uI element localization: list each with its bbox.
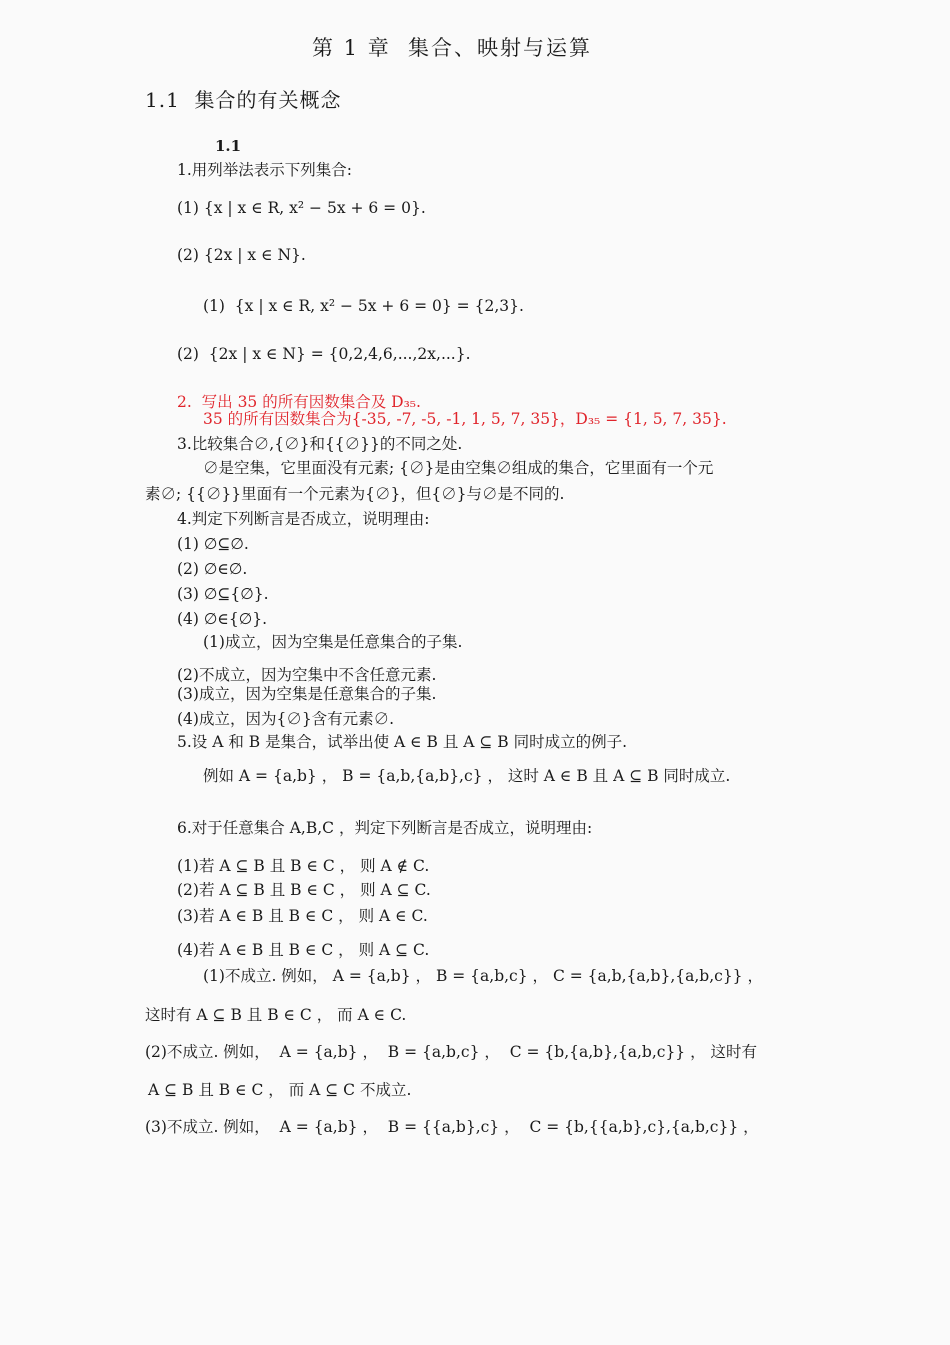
text-line: (4)成立，因为{∅}含有元素∅.	[177, 710, 395, 728]
text-line: A ⊆ B 且 B ∈ C ， 而 A ⊆ C 不成立.	[148, 1081, 412, 1099]
text-line: (1) {x | x ∈ R, x² − 5x + 6 = 0} = {2,3}.	[203, 297, 524, 315]
text-line: (2)若 A ⊆ B 且 B ∈ C ， 则 A ⊆ C.	[177, 881, 431, 899]
text-line: (2) {2x | x ∈ N} = {0,2,4,6,...,2x,...}.	[177, 345, 471, 363]
text-line: (3)成立，因为空集是任意集合的子集.	[177, 685, 437, 703]
text-line: (1)若 A ⊆ B 且 B ∈ C ， 则 A ∉ C.	[177, 857, 430, 875]
text-line: (2)不成立，因为空集中不含任意元素.	[177, 666, 437, 684]
text-line: (3)不成立. 例如， A = {a,b} ， B = {{a,b},c} ， C = {b,{{a,b},c},{a,b,c}} ，	[145, 1118, 759, 1136]
text-line: 素∅; {{∅}}里面有一个元素为{∅}，但{∅}与∅是不同的.	[145, 485, 565, 503]
text-line: 35 的所有因数集合为{-35, -7, -5, -1, 1, 5, 7, 35}，D₃₅ = {1, 5, 7, 35}.	[203, 410, 727, 428]
text-line: (4) ∅∈{∅}.	[177, 610, 268, 628]
text-line: ∅是空集，它里面没有元素; {∅}是由空集∅组成的集合，它里面有一个元	[203, 459, 714, 477]
text-line: 1.用列举法表示下列集合:	[177, 161, 353, 179]
text-line: 5.设 A 和 B 是集合，试举出使 A ∈ B 且 A ⊆ B 同时成立的例子.	[177, 733, 628, 751]
text-line: (3) ∅⊆{∅}.	[177, 585, 269, 603]
text-line: (2) ∅∈∅.	[177, 560, 248, 578]
text-line: 3.比较集合∅,{∅}和{{∅}}的不同之处.	[177, 435, 463, 453]
text-line: (1) {x | x ∈ R, x² − 5x + 6 = 0}.	[177, 199, 426, 217]
text-line: (4)若 A ∈ B 且 B ∈ C ， 则 A ⊆ C.	[177, 941, 430, 959]
text-line: (3)若 A ∈ B 且 B ∈ C ， 则 A ∈ C.	[177, 907, 428, 925]
text-line: (2)不成立. 例如， A = {a,b} ， B = {a,b,c} ， C = {b,{a,b},{a,b,c}} ， 这时有	[145, 1043, 758, 1061]
text-line: 4.判定下列断言是否成立，说明理由:	[177, 510, 430, 528]
text-line: (1)不成立. 例如， A = {a,b} ， B = {a,b,c} ， C = {a,b,{a,b},{a,b,c}} ，	[203, 967, 763, 985]
text-line: (1) ∅⊆∅.	[177, 535, 249, 553]
chapter-title: 第 1 章 集合、映射与运算	[312, 36, 593, 60]
section-title: 1.1 集合的有关概念	[145, 88, 342, 112]
text-line: 这时有 A ⊆ B 且 B ∈ C ， 而 A ∈ C.	[145, 1006, 407, 1024]
text-line: (1)成立，因为空集是任意集合的子集.	[203, 633, 463, 651]
text-line: (2) {2x | x ∈ N}.	[177, 246, 306, 264]
text-line: 例如 A = {a,b} ， B = {a,b,{a,b},c} ， 这时 A ∈ B 且 A ⊆ B 同时成立.	[203, 767, 731, 785]
text-line: 6.对于任意集合 A,B,C ，判定下列断言是否成立，说明理由:	[177, 819, 593, 837]
text-line: 2. 写出 35 的所有因数集合及 D₃₅.	[177, 393, 421, 411]
exercise-label: 1.1	[215, 137, 242, 155]
